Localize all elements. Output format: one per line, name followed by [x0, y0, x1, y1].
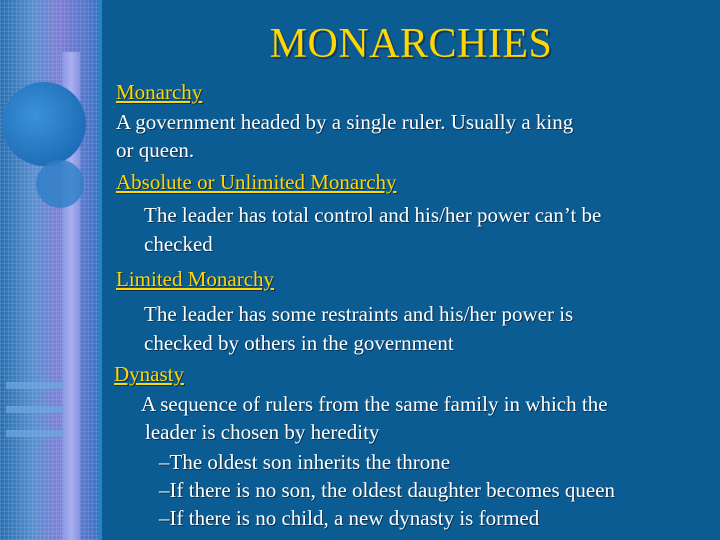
- definition-line: A government headed by a single ruler. Usually a king: [116, 110, 574, 134]
- definition-line: leader is chosen by heredity: [145, 420, 380, 444]
- sub-point: –The oldest son inherits the throne: [159, 450, 451, 474]
- sub-point: –If there is no son, the oldest daughter becomes queen: [159, 478, 616, 502]
- section-heading-absolute-monarchy: Absolute or Unlimited Monarchy: [116, 170, 397, 194]
- definition-line: A sequence of rulers from the same family in which the: [141, 392, 608, 416]
- section-heading-dynasty: Dynasty: [114, 362, 184, 386]
- definition-line: The leader has some restraints and his/her power is: [144, 302, 574, 326]
- section-heading-monarchy: Monarchy: [116, 80, 203, 104]
- definition-line: or queen.: [116, 138, 195, 162]
- definition-line: The leader has total control and his/her power can’t be: [144, 203, 602, 227]
- definition-line: checked by others in the government: [144, 331, 454, 355]
- sub-point: –If there is no child, a new dynasty is formed: [159, 506, 540, 530]
- definition-line: checked: [144, 232, 213, 256]
- section-heading-limited-monarchy: Limited Monarchy: [116, 267, 275, 291]
- slide-title: MONARCHIES: [269, 21, 553, 67]
